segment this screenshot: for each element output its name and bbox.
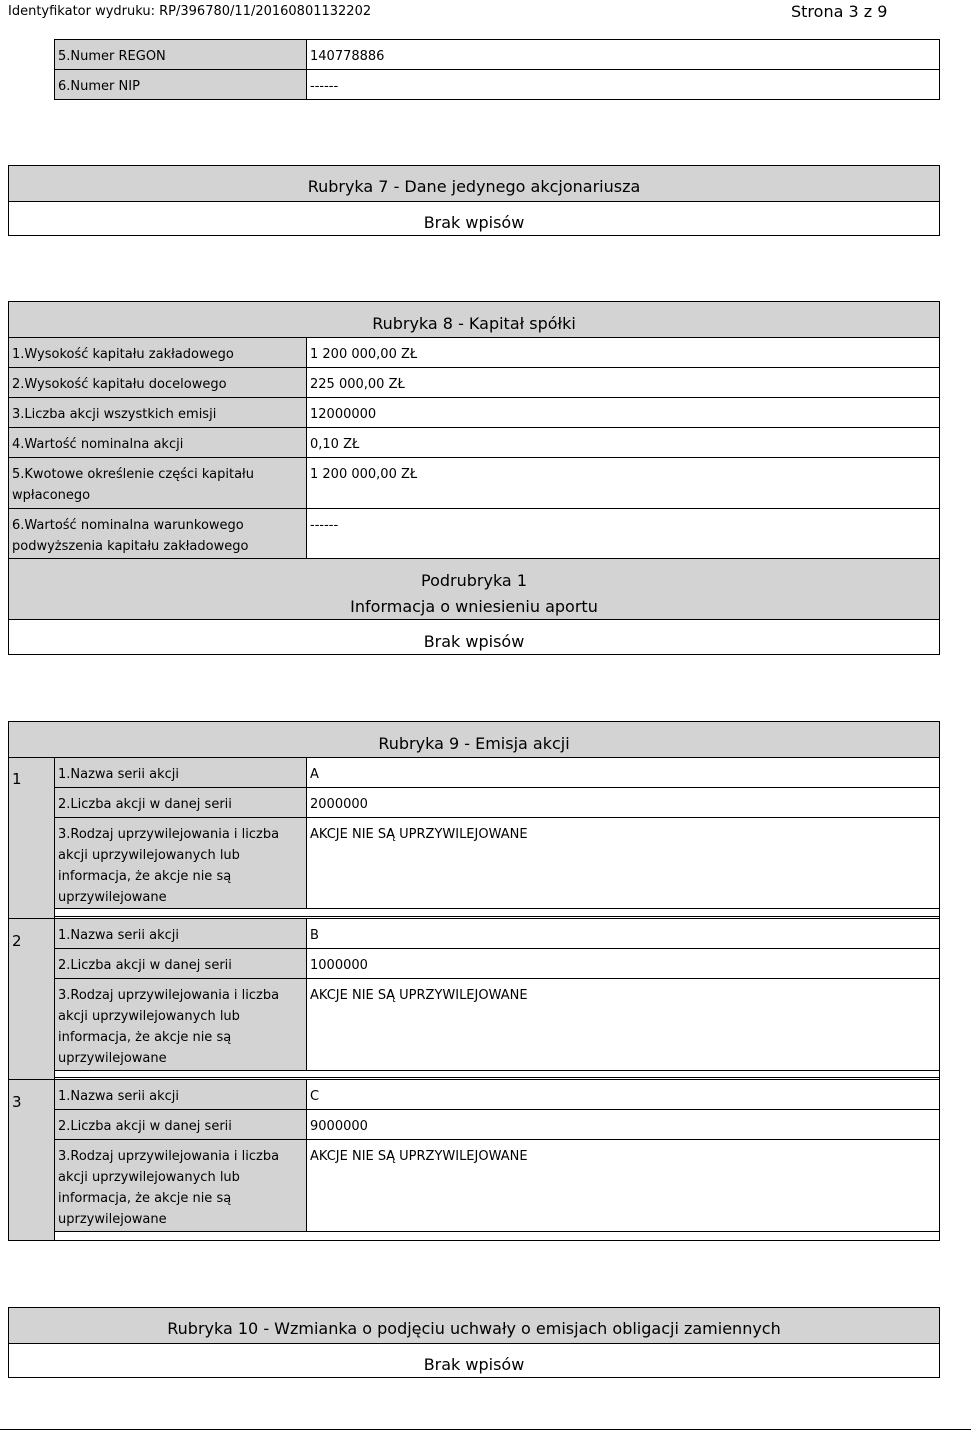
subsection-subtitle: Informacja o wniesieniu aportu — [350, 597, 598, 616]
row-divider — [8, 558, 940, 559]
series-name-value: B — [310, 928, 319, 943]
column-divider — [306, 39, 307, 100]
column-divider — [54, 757, 55, 1241]
label-line: uprzywilejowane — [58, 1212, 167, 1227]
capital-share-label: 1.Wysokość kapitału zakładowego — [12, 347, 234, 362]
label-line: informacja, że akcje nie są — [58, 869, 232, 884]
label-line: uprzywilejowane — [58, 890, 167, 905]
series-privilege-value: AKCJE NIE SĄ UPRZYWILEJOWANE — [310, 988, 528, 1003]
series-number: 1 — [12, 770, 22, 788]
series-name-value: C — [310, 1089, 320, 1104]
series-number: 2 — [12, 932, 22, 950]
row-divider — [8, 397, 940, 398]
series-count-value: 9000000 — [310, 1119, 368, 1134]
empty-entries-text: Brak wpisów — [423, 1355, 525, 1374]
series-name-value: A — [310, 767, 319, 782]
capital-share-value: 1 200 000,00 ZŁ — [310, 347, 418, 362]
row-divider — [8, 427, 940, 428]
series-privilege-value: AKCJE NIE SĄ UPRZYWILEJOWANE — [310, 1149, 528, 1164]
column-divider — [306, 918, 307, 1070]
subsection-title: Podrubryka 1 — [421, 571, 527, 590]
print-identifier: Identyfikator wydruku: RP/396780/11/20160801132202 — [8, 4, 372, 19]
label-line: akcji uprzywilejowanych lub — [58, 848, 240, 863]
rubryka-10-title: Rubryka 10 - Wzmianka o podjęciu uchwały o emisjach obligacji zamiennych — [167, 1319, 781, 1338]
column-divider — [306, 337, 307, 558]
row-divider — [54, 916, 940, 917]
series-privilege-label — [58, 985, 279, 1069]
label-line: 3.Rodzaj uprzywilejowania i liczba — [58, 827, 280, 842]
nip-value: ------ — [310, 79, 339, 94]
nominal-value-label: 4.Wartość nominalna akcji — [12, 437, 184, 452]
column-divider — [306, 757, 307, 908]
row-divider — [8, 1079, 940, 1080]
series-name-label: 1.Nazwa serii akcji — [58, 1089, 179, 1104]
shares-count-label: 3.Liczba akcji wszystkich emisji — [12, 407, 217, 422]
row-divider — [8, 757, 940, 758]
conditional-increase-value: ------ — [310, 518, 339, 533]
row-divider — [8, 337, 940, 338]
capital-target-value: 225 000,00 ZŁ — [310, 377, 405, 392]
label-line: informacja, że akcje nie są — [58, 1191, 232, 1206]
series-name-label: 1.Nazwa serii akcji — [58, 928, 179, 943]
series-count-label: 2.Liczba akcji w danej serii — [58, 797, 232, 812]
row-divider — [8, 1343, 940, 1344]
row-divider — [8, 457, 940, 458]
column-divider — [306, 1079, 307, 1231]
paid-capital-label — [12, 464, 254, 506]
series-count-label: 2.Liczba akcji w danej serii — [58, 958, 232, 973]
label-line: 6.Wartość nominalna warunkowego — [12, 518, 244, 533]
row-divider — [54, 908, 940, 909]
label-line: 3.Rodzaj uprzywilejowania i liczba — [58, 1149, 280, 1164]
nip-label: 6.Numer NIP — [58, 79, 140, 94]
nominal-value-value: 0,10 ZŁ — [310, 437, 360, 452]
series-count-value: 2000000 — [310, 797, 368, 812]
row-divider — [54, 948, 940, 949]
paid-capital-value: 1 200 000,00 ZŁ — [310, 467, 418, 482]
label-line: wpłaconego — [12, 488, 91, 503]
regon-label: 5.Numer REGON — [58, 49, 166, 64]
row-divider — [54, 69, 940, 70]
page-bottom-divider — [0, 1429, 971, 1430]
row-divider — [54, 978, 940, 979]
page-number: Strona 3 z 9 — [791, 2, 888, 21]
row-divider — [54, 1077, 940, 1078]
series-privilege-label — [58, 1146, 279, 1230]
row-divider — [8, 619, 940, 620]
label-line: akcji uprzywilejowanych lub — [58, 1009, 240, 1024]
shares-count-value: 12000000 — [310, 407, 377, 422]
rubryka-7-title: Rubryka 7 - Dane jedynego akcjonariusza — [307, 177, 641, 196]
row-divider — [54, 1139, 940, 1140]
rubryka-8-title: Rubryka 8 - Kapitał spółki — [372, 314, 576, 333]
row-divider — [54, 817, 940, 818]
empty-entries-text: Brak wpisów — [423, 632, 525, 651]
row-divider — [54, 1231, 940, 1232]
label-line: uprzywilejowane — [58, 1051, 167, 1066]
row-divider — [54, 787, 940, 788]
series-count-label: 2.Liczba akcji w danej serii — [58, 1119, 232, 1134]
regon-value: 140778886 — [310, 49, 385, 64]
row-divider — [8, 508, 940, 509]
conditional-increase-label — [12, 515, 248, 557]
series-name-label: 1.Nazwa serii akcji — [58, 767, 179, 782]
row-divider — [8, 367, 940, 368]
empty-entries-text: Brak wpisów — [423, 213, 525, 232]
label-line: 5.Kwotowe określenie części kapitału — [12, 467, 254, 482]
rubryka-9-title: Rubryka 9 - Emisja akcji — [378, 734, 570, 753]
label-line: podwyższenia kapitału zakładowego — [12, 539, 249, 554]
row-divider — [8, 918, 940, 919]
series-number: 3 — [12, 1093, 22, 1111]
series-count-value: 1000000 — [310, 958, 368, 973]
label-line: informacja, że akcje nie są — [58, 1030, 232, 1045]
capital-target-label: 2.Wysokość kapitału docelowego — [12, 377, 227, 392]
row-divider — [54, 1070, 940, 1071]
label-line: 3.Rodzaj uprzywilejowania i liczba — [58, 988, 280, 1003]
row-divider — [54, 1109, 940, 1110]
label-line: akcji uprzywilejowanych lub — [58, 1170, 240, 1185]
row-divider — [8, 201, 940, 202]
series-privilege-label — [58, 824, 279, 908]
series-privilege-value: AKCJE NIE SĄ UPRZYWILEJOWANE — [310, 827, 528, 842]
